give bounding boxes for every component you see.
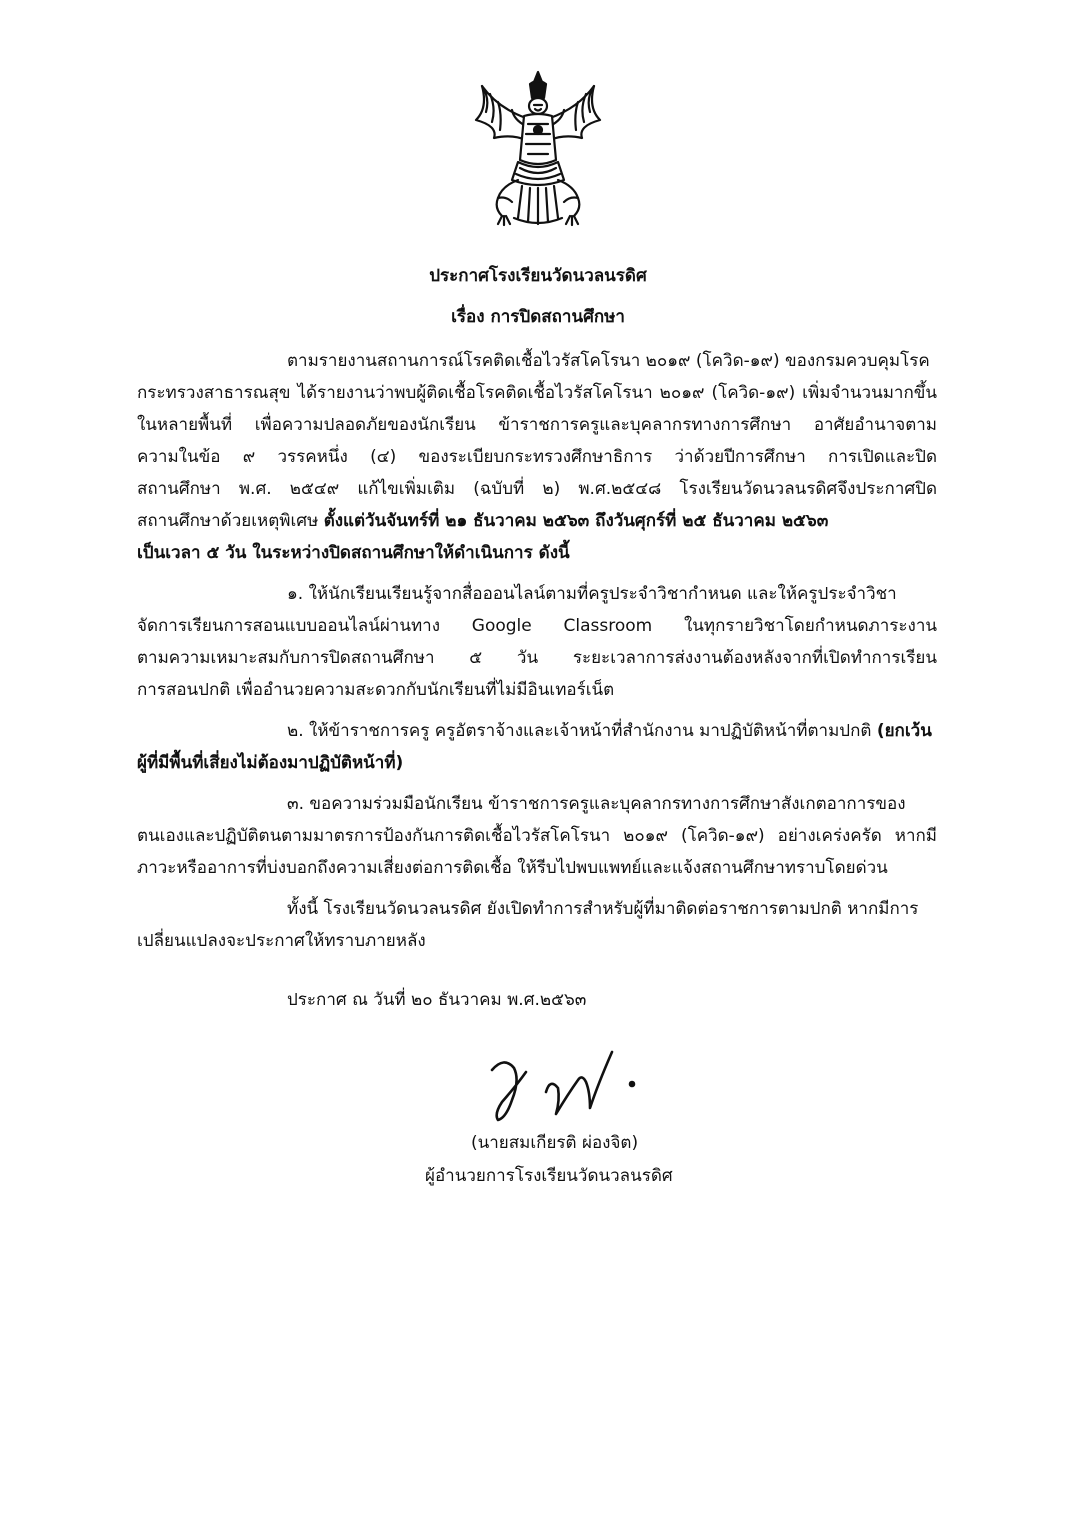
item-2-line-2: ผู้ที่มีพื้นที่เสี่ยงไม่ต้องมาปฏิบัติหน้าที่) [137,753,404,773]
intro-line-2: กระทรวงสาธารณสุข ได้รายงานว่าพบผู้ติดเชื้อโรคติดเชื้อไวรัสโคโรนา ๒๐๑๙ (โควิด-๑๙) เพิ่มจำนวนมากขึ้น [137,383,937,403]
closing-line-1: ทั้งนี้ โรงเรียนวัดนวลนรดิศ ยังเปิดทำการสำหรับผู้ที่มาติดต่อราชการตามปกติ หากมีการ [287,899,919,919]
announcement-subject: เรื่อง การปิดสถานศึกษา [451,307,625,327]
closure-dates: ตั้งแต่วันจันทร์ที่ ๒๑ ธันวาคม ๒๕๖๓ ถึงวันศุกร์ที่ ๒๕ ธันวาคม ๒๕๖๓ [323,511,829,531]
closing-line-2: เปลี่ยนแปลงจะประกาศให้ทราบภายหลัง [137,931,426,951]
intro-line-1: ตามรายงานสถานการณ์โรคติดเชื้อไวรัสโคโรนา ๒๐๑๙ (โควิด-๑๙) ของกรมควบคุมโรค [287,351,930,371]
intro-line-4: ความในข้อ ๙ วรรคหนึ่ง (๔) ของระเบียบกระทรวงศึกษาธิการ ว่าด้วยปีการศึกษา การเปิดและปิด [137,447,937,467]
item-2-line-1 [287,719,937,743]
item-3-line-2: ตนเองและปฏิบัติตนตามมาตรการป้องกันการติดเชื้อไวรัสโคโรนา ๒๐๑๙ (โควิด-๑๙) อย่างเคร่งครัด หากมี [137,826,937,846]
signatory-name: (นายสมเกียรติ ผ่องจิต) [471,1133,639,1153]
intro-line-7: เป็นเวลา ๕ วัน ในระหว่างปิดสถานศึกษาให้ดำเนินการ ดังนี้ [137,543,570,563]
item-2-text: ๒. ให้ข้าราชการครู ครูอัตราจ้างและเจ้าหน้าที่สำนักงาน มาปฏิบัติหน้าที่ตามปกติ [287,721,877,741]
item-1-line-2: จัดการเรียนการสอนแบบออนไลน์ผ่านทาง Google Classroom ในทุกรายวิชาโดยกำหนดภาระงาน [137,616,937,636]
signatory-position: ผู้อำนวยการโรงเรียนวัดนวลนรดิศ [425,1166,673,1186]
item-1-line-4: การสอนปกติ เพื่ออำนวยความสะดวกกับนักเรียนที่ไม่มีอินเทอร์เน็ต [137,680,615,700]
announcement-date: ประกาศ ณ วันที่ ๒๐ ธันวาคม พ.ศ.๒๕๖๓ [287,990,587,1010]
item-3-line-3: ภาวะหรืออาการที่บ่งบอกถึงความเสี่ยงต่อการติดเชื้อ ให้รีบไปพบแพทย์และแจ้งสถานศึกษาทราบโดยด่วน [137,858,888,878]
intro-line-6-text: สถานศึกษาด้วยเหตุพิเศษ [137,511,324,531]
intro-line-3: ในหลายพื้นที่ เพื่อความปลอดภัยของนักเรียน ข้าราชการครูและบุคลากรทางการศึกษา อาศัยอำนาจตาม [137,415,937,435]
item-1-line-1: ๑. ให้นักเรียนเรียนรู้จากสื่อออนไลน์ตามที่ครูประจำวิชากำหนด และให้ครูประจำวิชา [287,584,897,604]
intro-line-6 [137,509,937,533]
item-3-line-1: ๓. ขอความร่วมมือนักเรียน ข้าราชการครูและบุคลากรทางการศึกษาสังเกตอาการของ [287,794,906,814]
announcement-title: ประกาศโรงเรียนวัดนวลนรดิศ [429,266,647,286]
garuda-emblem-icon [468,68,608,228]
item-2-exception: (ยกเว้น [876,721,932,741]
item-1-line-3: ตามความเหมาะสมกับการปิดสถานศึกษา ๕ วัน ระยะเวลาการส่งงานต้องหลังจากที่เปิดทำการเรียน [137,648,937,668]
intro-line-5: สถานศึกษา พ.ศ. ๒๕๔๙ แก้ไขเพิ่มเติม (ฉบับที่ ๒) พ.ศ.๒๕๔๘ โรงเรียนวัดนวลนรดิศจึงประกาศปิด [137,479,937,499]
handwritten-signature-icon [486,1030,646,1130]
